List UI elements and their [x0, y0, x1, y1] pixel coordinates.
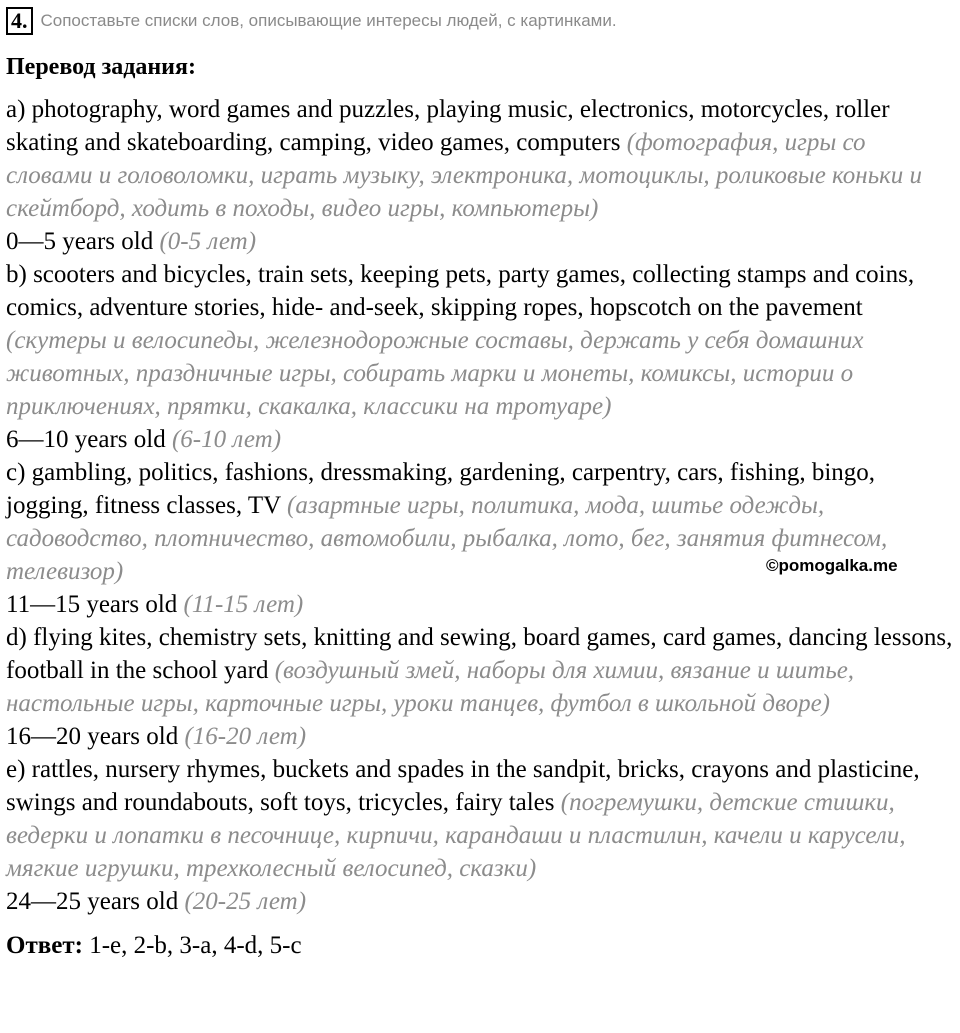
item-ru: (погремушки, детские стишки, ведерки и лопатки в песочнице, кирпичи, карандаши и пластилин, качели и карусели, мягкие игрушки, трехколесный велосипед, сказки)	[6, 789, 906, 882]
answer-label: Ответ:	[6, 932, 83, 959]
age-en: 6—10 years old	[6, 426, 172, 453]
exercise-page	[6, 4, 956, 960]
age-en: 16—20 years old	[6, 723, 185, 750]
age-ru: (6-10 лет)	[171, 426, 282, 453]
age-en: 0—5 years old	[6, 228, 160, 255]
item-en: a) photography, word games and puzzles, playing music, electronics, motorcycles, roller skating and skateboarding, camping, video games, computers	[6, 96, 890, 156]
answer-value: 1-e, 2-b, 3-a, 4-d, 5-c	[82, 932, 302, 959]
task-instruction: Сопоставьте списки слов, описывающие интересы людей, с картинками.	[40, 11, 617, 30]
age-a	[6, 225, 956, 258]
watermark-text: ©pomogalka.me	[766, 556, 898, 575]
item-ru: (скутеры и велосипеды, железнодорожные составы, держать у себя домашних животных, праздничные игры, собирать марки и монеты, комиксы, истории о приключениях, прятки, скакалка, классики на тротуаре)	[6, 327, 864, 420]
item-a	[6, 93, 956, 225]
item-b	[6, 258, 956, 423]
item-en: d) flying kites, chemistry sets, knitting and sewing, board games, card games, dancing lessons, football in the school yard	[6, 624, 953, 684]
age-e	[6, 885, 956, 918]
translation-title: Перевод задания:	[6, 54, 196, 80]
age-b	[6, 423, 956, 456]
age-ru: (20-25 лет)	[184, 888, 307, 915]
task-number: 4.	[6, 7, 33, 35]
age-ru: (11-15 лет)	[183, 591, 304, 618]
item-en: b) scooters and bicycles, train sets, keeping pets, party games, collecting stamps and coins, comics, adventure stories, hide- and-seek, skipping ropes, hopscotch on the pavement	[6, 261, 915, 321]
item-d	[6, 621, 956, 720]
item-ru: (азартные игры, политика, мода, шитье одежды, садоводство, плотничество, автомобили, рыбалка, лото, бег, занятия фитнесом, телевизор)	[6, 492, 888, 585]
age-en: 11—15 years old	[6, 591, 184, 618]
answer-line	[6, 932, 956, 960]
item-en: e) rattles, nursery rhymes, buckets and spades in the sandpit, bricks, crayons and plasticine, swings and roundabouts, soft toys, tricycles, fairy tales	[6, 756, 920, 816]
age-c	[6, 588, 956, 621]
age-en: 24—25 years old	[6, 888, 185, 915]
items-block	[6, 93, 956, 918]
age-ru: (16-20 лет)	[184, 723, 307, 750]
item-ru: (воздушный змей, наборы для химии, вязание и шитье, настольные игры, карточные игры, уроки танцев, футбол в школьной дворе)	[6, 657, 855, 717]
item-ru: (фотография, игры со словами и головоломки, играть музыку, электроника, мотоциклы, роликовые коньки и скейтборд, ходить в походы, видео игры, компьютеры)	[6, 129, 923, 222]
item-en: c) gambling, politics, fashions, dressmaking, gardening, carpentry, cars, fishing, bingo, jogging, fitness classes, TV	[6, 459, 876, 519]
age-d	[6, 720, 956, 753]
item-e	[6, 753, 956, 885]
task-header	[6, 4, 956, 38]
age-ru: (0-5 лет)	[159, 228, 257, 255]
